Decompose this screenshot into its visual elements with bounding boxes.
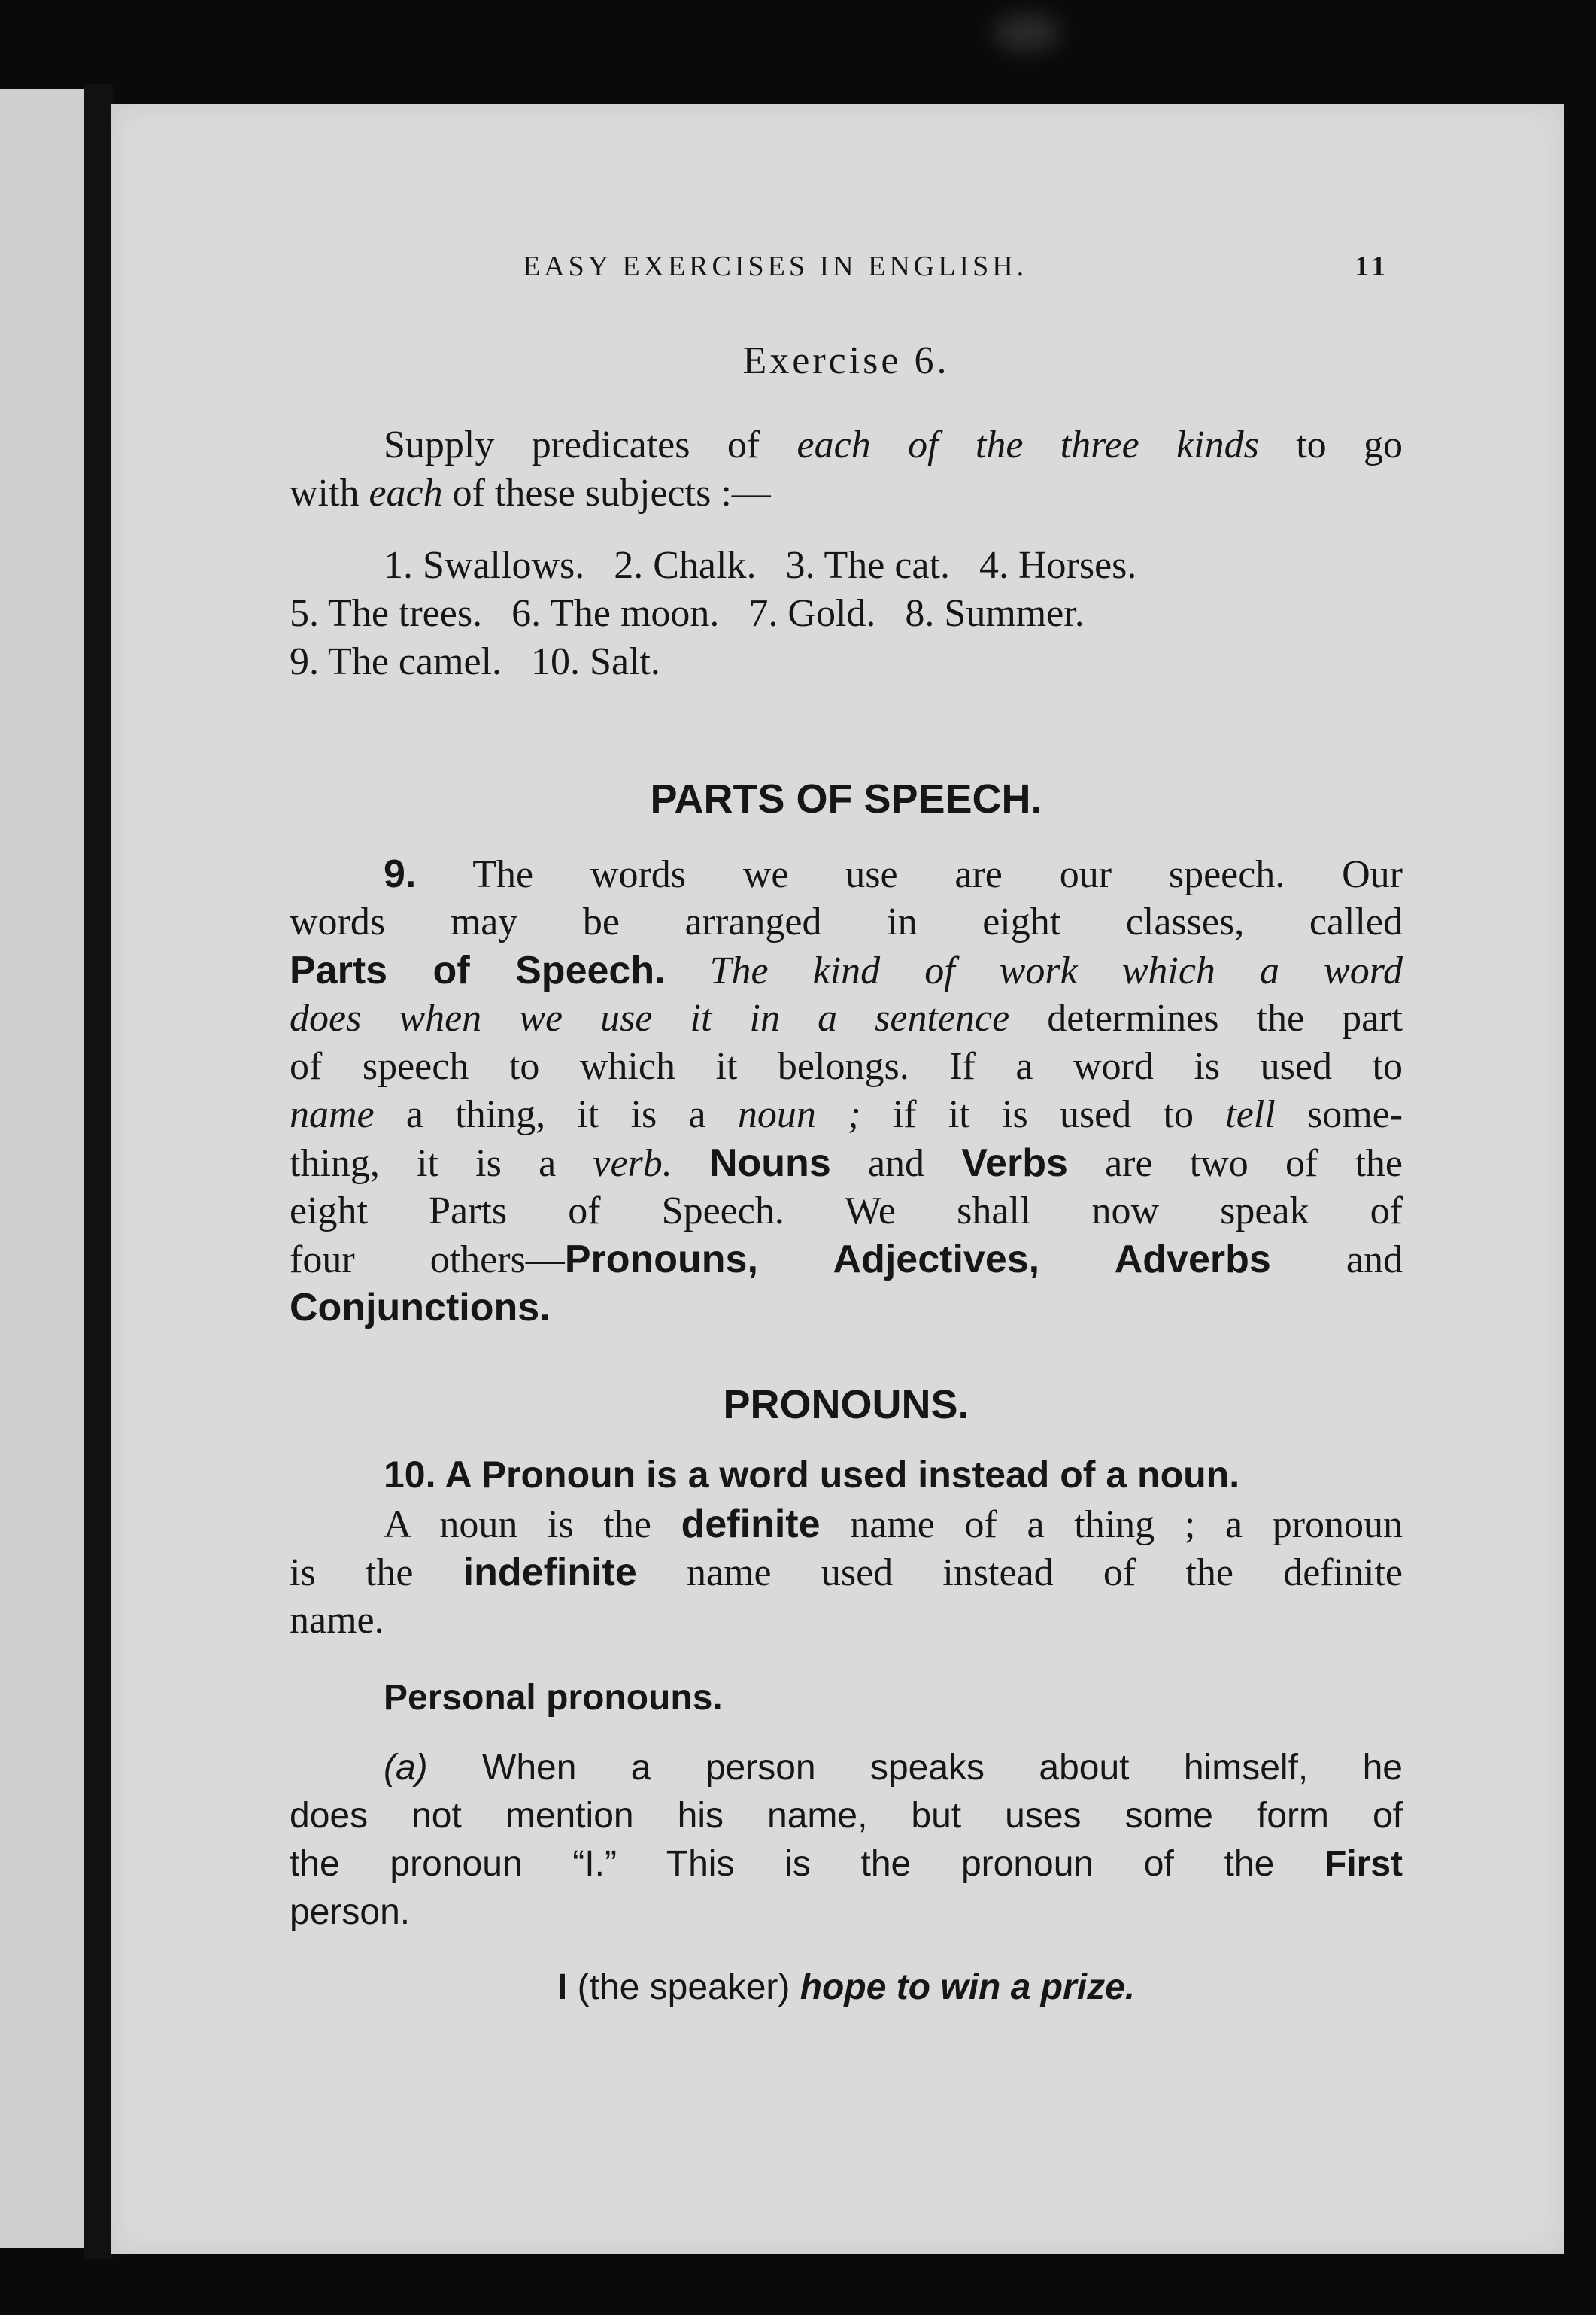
pronouns-heading: PRONOUNS. — [723, 1382, 969, 1427]
parts-of-speech-heading: PARTS OF SPEECH. — [650, 776, 1042, 822]
pronoun-definition — [290, 1451, 1403, 1499]
pos-line-5: of speech to which it belongs. If a word is used to — [290, 1045, 1403, 1088]
subjects-line-3: 9. The camel. 10. Salt. — [290, 640, 660, 683]
exercise-instruction — [290, 421, 1403, 518]
instruction-line-1: Supply predicates of each of the three kinds to go — [384, 424, 1403, 466]
book-gutter — [84, 84, 113, 2259]
personal-line-4: person. — [290, 1892, 411, 1932]
instruction-line-2: with each of these subjects :— — [290, 472, 771, 515]
subjects-line-1: 1. Swallows. 2. Chalk. 3. The cat. 4. Horses. — [384, 544, 1137, 587]
pos-line-8: eight Parts of Speech. We shall now speak of — [290, 1189, 1403, 1232]
scan-blot — [993, 14, 1060, 51]
pronoun-paragraph — [290, 1500, 1403, 1645]
pronoun-definition-line: 10. A Pronoun is a word used instead of a noun. — [384, 1454, 1240, 1496]
personal-pronoun-paragraph — [290, 1744, 1403, 1937]
pos-line-9: four others—Pronouns, Adjectives, Adverbs and — [290, 1238, 1403, 1281]
subjects-line-2: 5. The trees. 6. The moon. 7. Gold. 8. Summer. — [290, 592, 1085, 635]
example-sentence: I (the speaker) hope to win a prize. — [557, 1967, 1136, 2007]
personal-line-3: the pronoun “I.” This is the pronoun of the First — [290, 1844, 1403, 1884]
personal-pronouns-label: Personal pronouns. — [384, 1678, 723, 1718]
subjects-list — [290, 542, 1403, 686]
running-header — [290, 250, 1403, 287]
pos-line-6: name a thing, it is a noun ; if it is used to tell some- — [290, 1093, 1403, 1136]
pos-line-10: Conjunctions. — [290, 1286, 551, 1329]
pos-line-3: Parts of Speech. The kind of work which a word — [290, 949, 1403, 992]
exercise-title: Exercise 6. — [742, 339, 950, 382]
pronoun-line-3: name. — [290, 1599, 384, 1642]
running-title: EASY EXERCISES IN ENGLISH. — [523, 251, 1028, 282]
pos-line-2: words may be arranged in eight classes, called — [290, 901, 1403, 943]
personal-line-1: (a) When a person speaks about himself, he — [384, 1748, 1403, 1788]
personal-pronouns-heading — [290, 1674, 1403, 1722]
pos-line-4: does when we use it in a sentence determines the part — [290, 997, 1403, 1040]
pos-line-1: 9. The words we use are our speech. Our — [384, 852, 1403, 896]
pronoun-line-1: A noun is the definite name of a thing ; a pronoun — [384, 1502, 1403, 1546]
personal-line-2: does not mention his name, but uses some form of — [290, 1796, 1403, 1836]
page-number: 11 — [1355, 251, 1389, 282]
pronoun-line-2: is the indefinite name used instead of the definite — [290, 1551, 1403, 1594]
parts-of-speech-paragraph — [290, 850, 1403, 1332]
pos-line-7: thing, it is a verb. Nouns and Verbs are two of the — [290, 1141, 1403, 1185]
left-page-edge — [0, 89, 84, 2248]
